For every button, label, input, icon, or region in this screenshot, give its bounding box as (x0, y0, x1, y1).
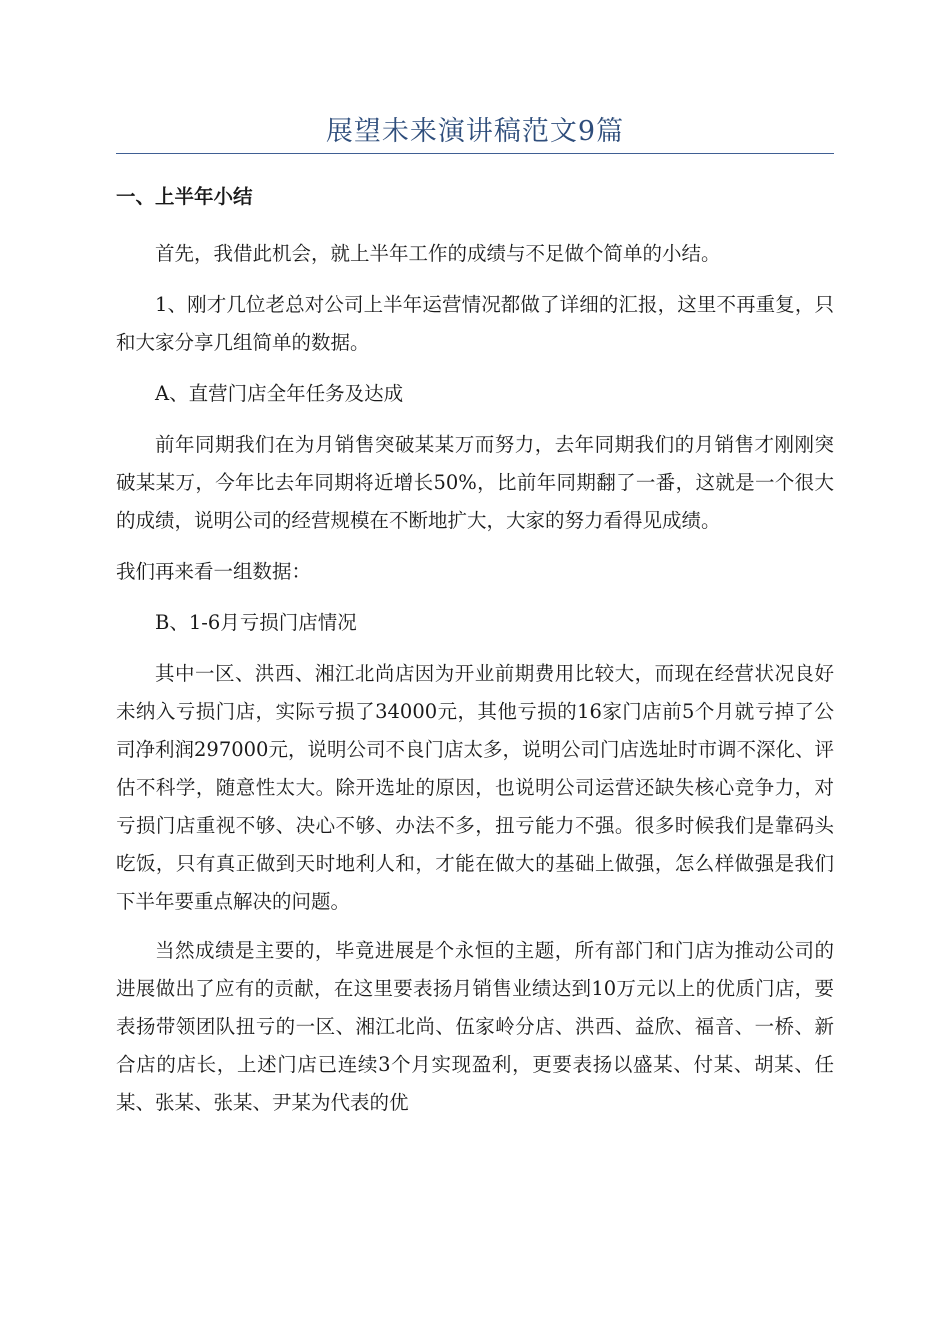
paragraph: A、直营门店全年任务及达成 (155, 382, 404, 405)
document-title: 展望未来演讲稿范文9篇 (325, 116, 625, 147)
section-heading: 一、上半年小结 (116, 185, 253, 208)
paragraph: B、1-6月亏损门店情况 (155, 611, 357, 634)
paragraph: 前年同期我们在为月销售突破某某万而努力，去年同期我们的月销售才刚刚突破某某万，今年比去年同期将近增长50%，比前年同期翻了一番，这就是一个很大的成绩，说明公司的经营规模在不断地扩大，大家的努力看得见成绩。 (116, 433, 834, 532)
paragraph: 首先，我借此机会，就上半年工作的成绩与不足做个简单的小结。 (155, 242, 721, 265)
title-underline (116, 153, 834, 154)
paragraph: 当然成绩是主要的，毕竟进展是个永恒的主题，所有部门和门店为推动公司的进展做出了应有的贡献，在这里要表扬月销售业绩达到10万元以上的优质门店，要表扬带领团队扭亏的一区、湘江北尚、伍家岭分店、洪西、益欣、福音、一桥、新合店的店长，上述门店已连续3个月实现盈利，更要表扬以盛某、付某、胡某、任某、张某、张某、尹某为代表的优 (116, 939, 834, 1114)
paragraph: 其中一区、洪西、湘江北尚店因为开业前期费用比较大，而现在经营状况良好未纳入亏损门店，实际亏损了34000元，其他亏损的16家门店前5个月就亏掉了公司净利润297000元，说明公司不良门店太多，说明公司门店选址时市调不深化、评估不科学，随意性太大。除开选址的原因，也说明公司运营还缺失核心竞争力，对亏损门店重视不够、决心不够、办法不多，扭亏能力不强。很多时候我们是靠码头吃饭，只有真正做到天时地利人和，才能在做大的基础上做强，怎么样做强是我们下半年要重点解决的问题。 (116, 662, 834, 913)
paragraph: 1、刚才几位老总对公司上半年运营情况都做了详细的汇报，这里不再重复，只和大家分享几组简单的数据。 (116, 293, 834, 354)
document-body (116, 178, 834, 1135)
paragraph: 我们再来看一组数据： (116, 560, 312, 583)
